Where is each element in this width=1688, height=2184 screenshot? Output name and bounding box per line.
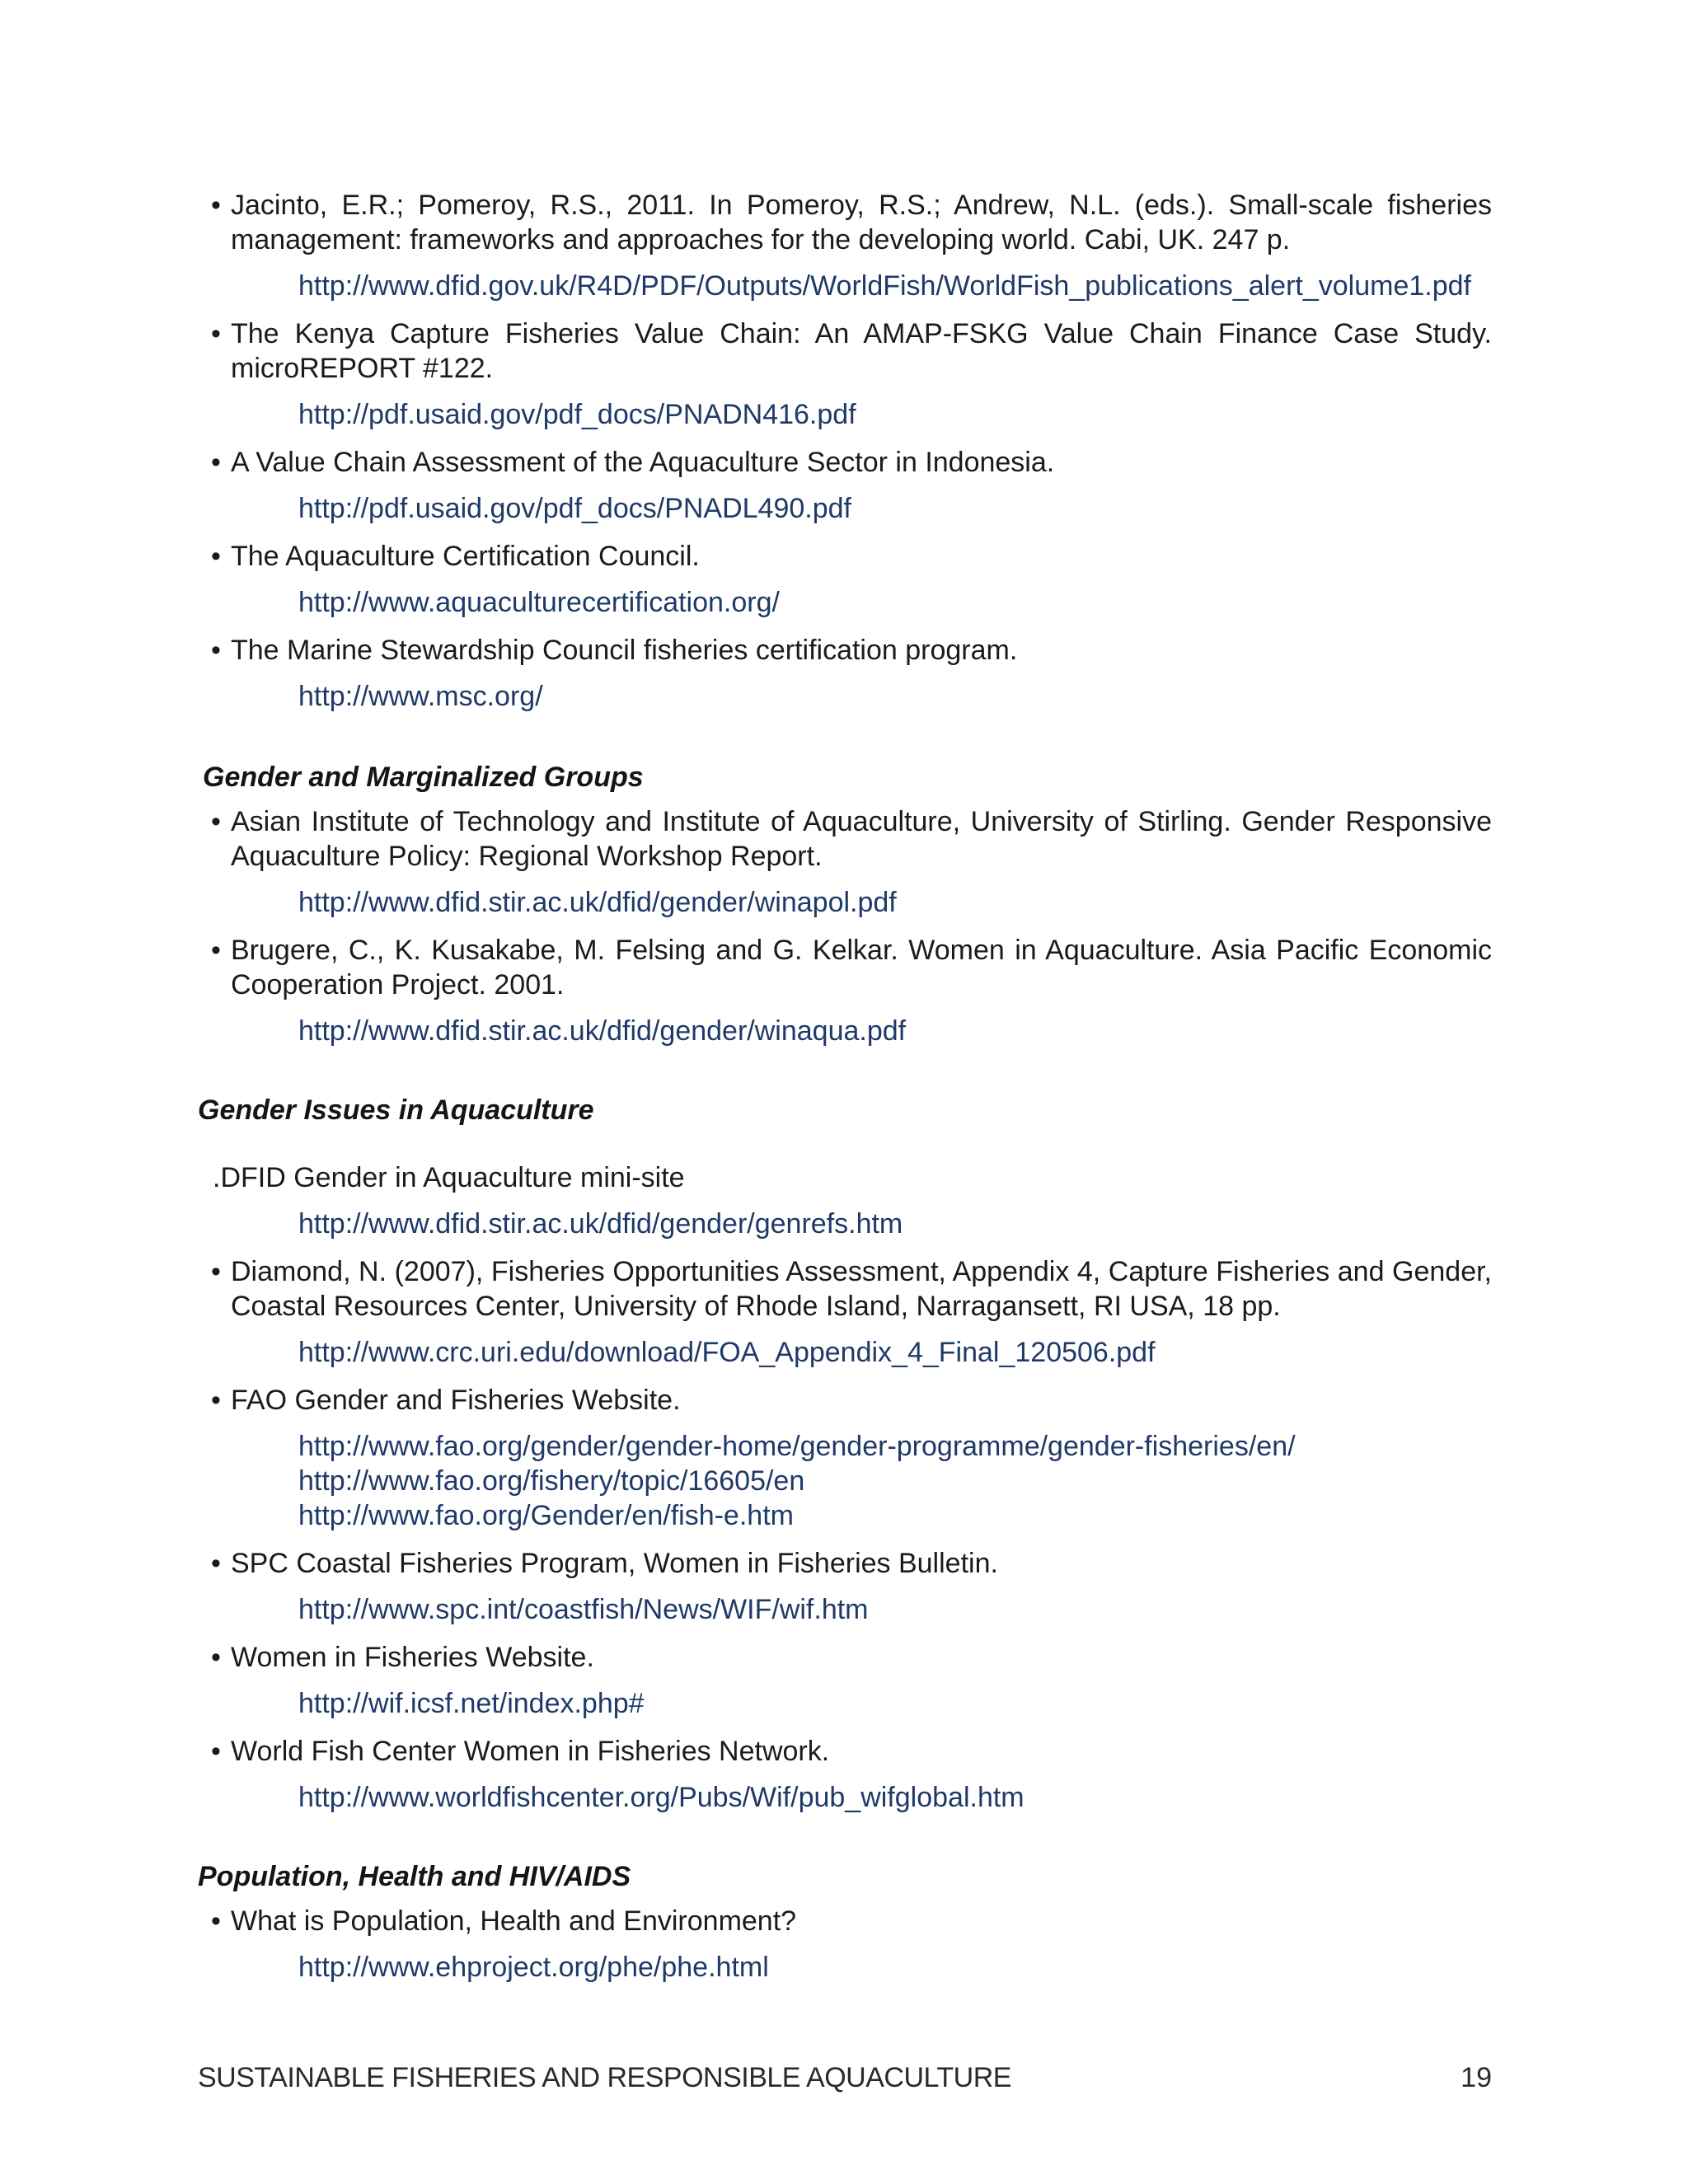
reference-links	[198, 1950, 1492, 1985]
reference-link[interactable]: http://www.msc.org/	[298, 681, 543, 712]
section-population-health-hiv	[198, 1859, 1492, 1985]
reference-link[interactable]: http://www.fao.org/gender/gender-home/gender-programme/gender-fisheries/en/	[298, 1431, 1296, 1462]
reference-link[interactable]: http://wif.icsf.net/index.php#	[298, 1688, 645, 1719]
bullet: •	[211, 806, 221, 837]
reference-text: SPC Coastal Fisheries Program, Women in Fisheries Bulletin.	[231, 1548, 998, 1579]
reference-entry	[198, 933, 1492, 1002]
reference-links	[198, 1207, 1492, 1241]
reference-entry	[198, 804, 1492, 874]
reference-link[interactable]: http://www.ehproject.org/phe/phe.html	[298, 1952, 769, 1983]
reference-links	[198, 1592, 1492, 1627]
section-general-references	[198, 188, 1492, 714]
reference-text: Asian Institute of Technology and Institute of Aquaculture, University of Stirling. Gender Responsive Aquaculture Policy: Regional Workshop Report.	[231, 806, 1492, 872]
reference-link[interactable]: http://www.dfid.stir.ac.uk/dfid/gender/winaqua.pdf	[298, 1015, 907, 1047]
reference-link[interactable]: http://www.dfid.stir.ac.uk/dfid/gender/winapol.pdf	[298, 887, 897, 918]
reference-text: A Value Chain Assessment of the Aquaculture Sector in Indonesia.	[231, 447, 1055, 478]
section-gender-issues-aquaculture	[198, 1093, 1492, 1815]
bullet: •	[211, 1385, 221, 1416]
reference-text: The Aquaculture Certification Council.	[231, 541, 700, 572]
section-heading: Gender Issues in Aquaculture	[198, 1094, 594, 1126]
reference-text: The Kenya Capture Fisheries Value Chain: An AMAP-FSKG Value Chain Finance Case Study. microREPORT #122.	[231, 318, 1492, 384]
reference-link[interactable]: http://www.crc.uri.edu/download/FOA_Appendix_4_Final_120506.pdf	[298, 1337, 1156, 1368]
reference-links	[198, 585, 1492, 620]
bullet: •	[211, 1642, 221, 1673]
reference-links	[198, 885, 1492, 920]
bullet: •	[211, 190, 221, 221]
reference-text: Brugere, C., K. Kusakabe, M. Felsing and G. Kelkar. Women in Aquaculture. Asia Pacific Economic Cooperation Project. 2001.	[231, 935, 1492, 1001]
reference-links	[198, 1429, 1492, 1533]
reference-links	[198, 269, 1492, 303]
reference-entry	[198, 316, 1492, 386]
reference-link[interactable]: http://www.fao.org/fishery/topic/16605/en	[298, 1465, 805, 1497]
bullet: •	[211, 1905, 221, 1937]
reference-text: The Marine Stewardship Council fisheries certification program.	[231, 635, 1018, 666]
reference-links	[198, 1780, 1492, 1815]
page-number: 19	[1461, 2062, 1492, 2093]
bullet: •	[211, 541, 221, 572]
reference-text: World Fish Center Women in Fisheries Network.	[231, 1736, 830, 1767]
section-heading: Population, Health and HIV/AIDS	[198, 1861, 631, 1892]
reference-text: FAO Gender and Fisheries Website.	[231, 1385, 681, 1416]
reference-links	[198, 1335, 1492, 1370]
bullet: •	[211, 1256, 221, 1287]
reference-entry	[198, 1383, 1492, 1418]
reference-entry	[198, 1734, 1492, 1769]
reference-text: .DFID Gender in Aquaculture mini-site	[213, 1162, 685, 1193]
reference-links	[198, 679, 1492, 714]
reference-link[interactable]: http://www.dfid.gov.uk/R4D/PDF/Outputs/WorldFish/WorldFish_publications_alert_volume1.pdf	[298, 270, 1471, 302]
reference-link[interactable]: http://www.aquaculturecertification.org/	[298, 587, 780, 618]
reference-entry	[198, 188, 1492, 257]
reference-link[interactable]: http://pdf.usaid.gov/pdf_docs/PNADL490.pdf	[298, 493, 852, 524]
reference-link[interactable]: http://www.dfid.stir.ac.uk/dfid/gender/genrefs.htm	[298, 1208, 903, 1240]
bullet: •	[211, 935, 221, 966]
reference-text: Jacinto, E.R.; Pomeroy, R.S., 2011. In Pomeroy, R.S.; Andrew, N.L. (eds.). Small-scale fisheries management: frameworks and approaches for the developing world. Cabi, UK. 247 p.	[231, 190, 1492, 255]
reference-entry	[198, 633, 1492, 668]
section-gender-marginalized-groups	[198, 760, 1492, 1048]
bullet: •	[211, 318, 221, 349]
bullet: •	[211, 635, 221, 666]
reference-text: Women in Fisheries Website.	[231, 1642, 594, 1673]
reference-entry	[198, 1160, 1492, 1195]
reference-entry	[198, 1904, 1492, 1938]
reference-link[interactable]: http://www.fao.org/Gender/en/fish-e.htm	[298, 1500, 794, 1531]
reference-links	[198, 491, 1492, 526]
bullet: •	[211, 1736, 221, 1767]
reference-links	[198, 397, 1492, 432]
reference-entry	[198, 539, 1492, 574]
reference-text: What is Population, Health and Environment?	[231, 1905, 797, 1937]
reference-entry	[198, 445, 1492, 480]
reference-link[interactable]: http://www.worldfishcenter.org/Pubs/Wif/pub_wifglobal.htm	[298, 1782, 1025, 1813]
reference-entry	[198, 1640, 1492, 1675]
reference-text: Diamond, N. (2007), Fisheries Opportunities Assessment, Appendix 4, Capture Fisheries and Gender, Coastal Resources Center, University of Rhode Island, Narragansett, RI USA, 18 pp.	[231, 1256, 1492, 1322]
reference-links	[198, 1014, 1492, 1048]
reference-list	[198, 188, 1492, 1985]
reference-entry	[198, 1254, 1492, 1324]
reference-link[interactable]: http://www.spc.int/coastfish/News/WIF/wif.htm	[298, 1594, 869, 1625]
bullet: •	[211, 1548, 221, 1579]
reference-link[interactable]: http://pdf.usaid.gov/pdf_docs/PNADN416.pdf	[298, 399, 856, 430]
section-heading: Gender and Marginalized Groups	[203, 762, 644, 793]
bullet: •	[211, 447, 221, 478]
reference-links	[198, 1686, 1492, 1721]
footer-title: SUSTAINABLE FISHERIES AND RESPONSIBLE AQUACULTURE	[198, 2062, 1011, 2093]
reference-entry	[198, 1546, 1492, 1581]
